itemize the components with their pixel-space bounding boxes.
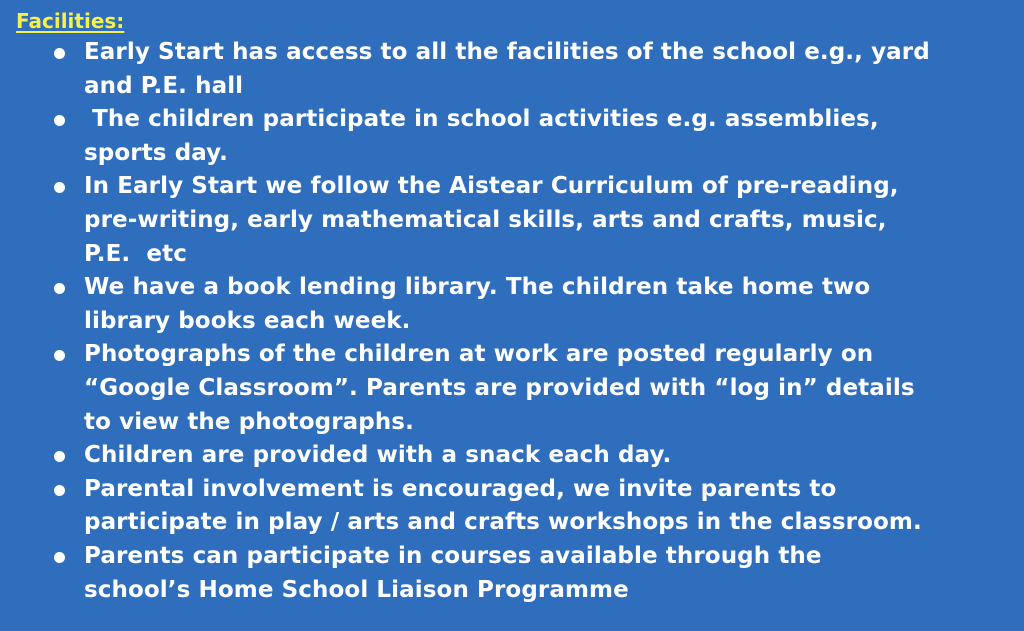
- bullet-icon: [54, 115, 65, 126]
- list-item-line: school’s Home School Liaison Programme: [84, 576, 629, 603]
- list-item-line: Early Start has access to all the facilities of the school e.g., yard: [84, 39, 930, 65]
- list-item-line: participate in play / arts and crafts workshops in the classroom.: [84, 509, 922, 536]
- list-item-line: to view the photographs.: [84, 408, 414, 435]
- list-item-line: Children are provided with a snack each day.: [84, 442, 672, 469]
- facilities-list: [16, 36, 1006, 607]
- list-item-line: Parental involvement is encouraged, we invite parents to: [84, 475, 837, 502]
- list-item: [84, 103, 1006, 170]
- list-item-line: The children participate in school activities e.g. assemblies,: [84, 106, 879, 133]
- bullet-icon: [54, 48, 65, 59]
- list-item-line: Photographs of the children at work are posted regularly on: [84, 341, 874, 368]
- list-item: [84, 338, 1006, 439]
- list-item: [84, 36, 1006, 103]
- list-item: [84, 540, 1006, 607]
- list-item-line: and P.E. hall: [84, 72, 244, 99]
- bullet-icon: [54, 451, 65, 462]
- list-item-line: library books each week.: [84, 307, 411, 334]
- list-item: [84, 271, 1006, 338]
- bullet-icon: [54, 350, 65, 361]
- list-item-line: In Early Start we follow the Aistear Curriculum of pre-reading,: [84, 173, 899, 200]
- bullet-icon: [54, 552, 65, 563]
- list-item-line: Parents can participate in courses available through the: [84, 542, 822, 569]
- bullet-icon: [54, 283, 65, 294]
- facilities-heading: Facilities:: [16, 9, 125, 33]
- list-item: [84, 439, 1006, 473]
- list-item-line: “Google Classroom”. Parents are provided with “log in” details: [84, 374, 915, 401]
- list-item-line: sports day.: [84, 139, 228, 166]
- bullet-icon: [54, 485, 65, 496]
- bullet-icon: [54, 182, 65, 193]
- list-item-line: We have a book lending library. The children take home two: [84, 274, 871, 301]
- list-item: [84, 473, 1006, 540]
- list-item: [84, 170, 1006, 271]
- list-item-line: P.E. etc: [84, 240, 187, 267]
- list-item-line: pre-writing, early mathematical skills, arts and crafts, music,: [84, 206, 887, 233]
